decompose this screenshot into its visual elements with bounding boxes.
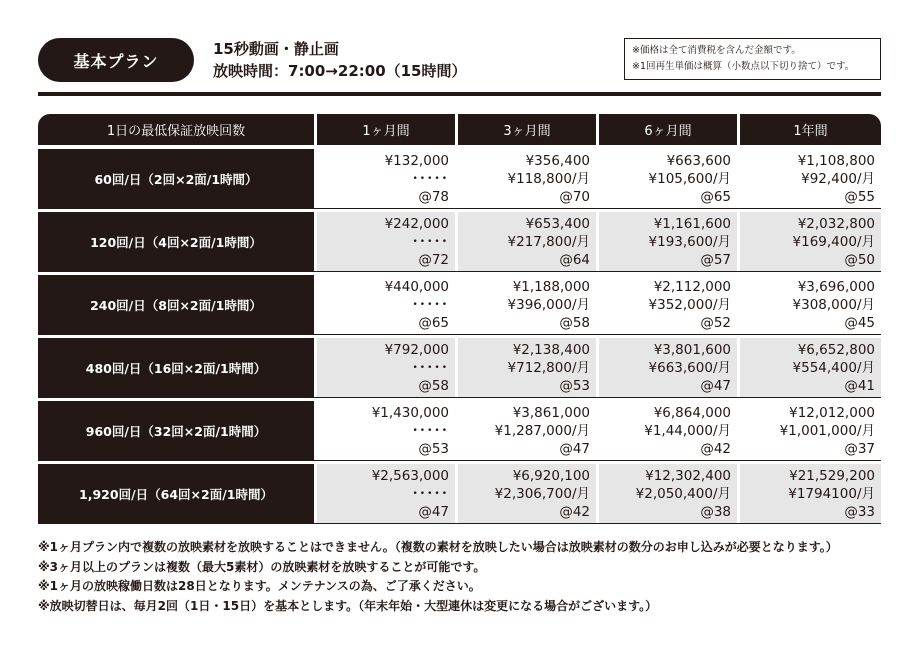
monthly-price: ¥396,000/月 bbox=[507, 297, 590, 313]
total-price: ¥132,000 bbox=[384, 153, 449, 169]
unit-price: @47 bbox=[700, 378, 731, 394]
monthly-price: ••••• bbox=[412, 363, 449, 373]
monthly-price: ¥1794100/月 bbox=[788, 486, 875, 502]
unit-price: @64 bbox=[559, 252, 590, 268]
total-price: ¥2,112,000 bbox=[653, 279, 731, 295]
monthly-price: ¥554,400/月 bbox=[792, 360, 875, 376]
total-price: ¥3,861,000 bbox=[512, 405, 590, 421]
price-cell-1-year bbox=[740, 212, 881, 271]
monthly-price: ¥1,287,000/月 bbox=[494, 423, 590, 439]
price-cell-1-year bbox=[740, 464, 881, 523]
plan-summary bbox=[213, 38, 467, 82]
header-divider bbox=[38, 92, 881, 96]
monthly-price: ¥105,600/月 bbox=[648, 171, 731, 187]
unit-price: @53 bbox=[559, 378, 590, 394]
total-price: ¥21,529,200 bbox=[789, 468, 875, 484]
total-price: ¥3,696,000 bbox=[797, 279, 875, 295]
total-price: ¥2,563,000 bbox=[371, 468, 449, 484]
header-daily-count: 1日の最低保証放映回数 bbox=[38, 114, 314, 145]
unit-price: @38 bbox=[700, 504, 731, 520]
table-row bbox=[38, 212, 881, 272]
footnote-switch-dates: ※放映切替日は、毎月2回（1日・15日）を基本とします。（年末年始・大型連休は変更になる場合がございます。） bbox=[38, 598, 658, 613]
price-cell-3-months bbox=[458, 212, 596, 271]
unit-price: @33 bbox=[844, 504, 875, 520]
total-price: ¥356,400 bbox=[525, 153, 590, 169]
price-cell-6-months bbox=[599, 338, 737, 397]
footnote-single-material: ※1ヶ月プラン内で複数の放映素材を放映することはできません。（複数の素材を放映したい場合は放映素材の数分のお申し込みが必要となります。） bbox=[38, 540, 838, 554]
unit-price: @47 bbox=[418, 504, 449, 520]
total-price: ¥1,430,000 bbox=[371, 405, 449, 421]
row-label-daily-count: 960回/日（32回×2面/1時間） bbox=[38, 401, 314, 460]
unit-price: @57 bbox=[700, 252, 731, 268]
unit-price: @72 bbox=[418, 252, 449, 268]
footnotes bbox=[38, 538, 838, 616]
note-unit-price: ※1回再生単価は概算（小数点以下切り捨て）です。 bbox=[632, 61, 855, 72]
monthly-price: ¥118,800/月 bbox=[507, 171, 590, 187]
price-cell-1-month bbox=[317, 275, 455, 334]
total-price: ¥2,032,800 bbox=[797, 216, 875, 232]
price-cell-6-months bbox=[599, 275, 737, 334]
price-cell-1-month bbox=[317, 401, 455, 460]
header-6-months: 6ヶ月間 bbox=[599, 114, 737, 145]
table-row bbox=[38, 149, 881, 209]
price-cell-6-months bbox=[599, 401, 737, 460]
row-label-daily-count: 1,920回/日（64回×2面/1時間） bbox=[38, 464, 314, 523]
price-cell-1-year bbox=[740, 275, 881, 334]
table-header-row bbox=[38, 114, 881, 145]
unit-price: @50 bbox=[844, 252, 875, 268]
monthly-price: ¥663,600/月 bbox=[648, 360, 731, 376]
unit-price: @65 bbox=[418, 315, 449, 331]
unit-price: @52 bbox=[700, 315, 731, 331]
table-body bbox=[38, 149, 881, 524]
monthly-price: ¥308,000/月 bbox=[792, 297, 875, 313]
total-price: ¥6,920,100 bbox=[512, 468, 590, 484]
broadcast-hours: 放映時間：7:00→22:00（15時間） bbox=[213, 62, 467, 80]
monthly-price: ¥1,001,000/月 bbox=[779, 423, 875, 439]
price-cell-3-months bbox=[458, 401, 596, 460]
total-price: ¥6,652,800 bbox=[797, 342, 875, 358]
total-price: ¥1,108,800 bbox=[797, 153, 875, 169]
unit-price: @45 bbox=[844, 315, 875, 331]
plan-title-badge: 基本プラン bbox=[38, 38, 194, 82]
unit-price: @53 bbox=[418, 441, 449, 457]
monthly-price: ••••• bbox=[412, 300, 449, 310]
monthly-price: ••••• bbox=[412, 174, 449, 184]
monthly-price: ••••• bbox=[412, 489, 449, 499]
price-cell-6-months bbox=[599, 464, 737, 523]
total-price: ¥12,302,400 bbox=[645, 468, 731, 484]
monthly-price: ••••• bbox=[412, 237, 449, 247]
monthly-price: ••••• bbox=[412, 426, 449, 436]
footnote-operating-days: ※1ヶ月の放映稼働日数は28日となります。メンテナンスの為、ご了承ください。 bbox=[38, 579, 481, 593]
unit-price: @55 bbox=[844, 189, 875, 205]
pricing-table bbox=[38, 114, 881, 524]
table-row bbox=[38, 401, 881, 461]
total-price: ¥1,161,600 bbox=[653, 216, 731, 232]
row-label-daily-count: 240回/日（8回×2面/1時間） bbox=[38, 275, 314, 334]
unit-price: @65 bbox=[700, 189, 731, 205]
monthly-price: ¥169,400/月 bbox=[792, 234, 875, 250]
price-cell-3-months bbox=[458, 464, 596, 523]
price-cell-3-months bbox=[458, 275, 596, 334]
price-cell-1-month bbox=[317, 464, 455, 523]
monthly-price: ¥2,306,700/月 bbox=[494, 486, 590, 502]
monthly-price: ¥1,44,000/月 bbox=[644, 423, 731, 439]
monthly-price: ¥712,800/月 bbox=[507, 360, 590, 376]
monthly-price: ¥352,000/月 bbox=[648, 297, 731, 313]
total-price: ¥440,000 bbox=[384, 279, 449, 295]
header-3-months: 3ヶ月間 bbox=[458, 114, 596, 145]
unit-price: @78 bbox=[418, 189, 449, 205]
row-label-daily-count: 60回/日（2回×2面/1時間） bbox=[38, 149, 314, 208]
unit-price: @42 bbox=[559, 504, 590, 520]
row-label-daily-count: 120回/日（4回×2面/1時間） bbox=[38, 212, 314, 271]
price-cell-1-month bbox=[317, 338, 455, 397]
note-tax-included: ※価格は全て消費税を含んだ金額です。 bbox=[632, 45, 801, 56]
total-price: ¥3,801,600 bbox=[653, 342, 731, 358]
unit-price: @70 bbox=[559, 189, 590, 205]
total-price: ¥12,012,000 bbox=[789, 405, 875, 421]
total-price: ¥2,138,400 bbox=[512, 342, 590, 358]
monthly-price: ¥193,600/月 bbox=[648, 234, 731, 250]
price-notes-box bbox=[624, 38, 881, 80]
unit-price: @41 bbox=[844, 378, 875, 394]
unit-price: @37 bbox=[844, 441, 875, 457]
monthly-price: ¥92,400/月 bbox=[801, 171, 875, 187]
price-cell-3-months bbox=[458, 149, 596, 208]
total-price: ¥653,400 bbox=[525, 216, 590, 232]
table-row bbox=[38, 464, 881, 524]
header-1-year: 1年間 bbox=[740, 114, 881, 145]
unit-price: @58 bbox=[559, 315, 590, 331]
monthly-price: ¥217,800/月 bbox=[507, 234, 590, 250]
price-cell-1-year bbox=[740, 338, 881, 397]
price-cell-6-months bbox=[599, 212, 737, 271]
unit-price: @47 bbox=[559, 441, 590, 457]
price-cell-1-month bbox=[317, 149, 455, 208]
total-price: ¥6,864,000 bbox=[653, 405, 731, 421]
monthly-price: ¥2,050,400/月 bbox=[635, 486, 731, 502]
price-cell-1-month bbox=[317, 212, 455, 271]
price-cell-1-year bbox=[740, 149, 881, 208]
total-price: ¥792,000 bbox=[384, 342, 449, 358]
unit-price: @58 bbox=[418, 378, 449, 394]
media-type: 15秒動画・静止画 bbox=[213, 40, 339, 58]
row-label-daily-count: 480回/日（16回×2面/1時間） bbox=[38, 338, 314, 397]
unit-price: @42 bbox=[700, 441, 731, 457]
footnote-multi-material: ※3ヶ月以上のプランは複数（最大5素材）の放映素材を放映することが可能です。 bbox=[38, 559, 486, 574]
price-cell-1-year bbox=[740, 401, 881, 460]
table-row bbox=[38, 338, 881, 398]
total-price: ¥242,000 bbox=[384, 216, 449, 232]
header-1-month: 1ヶ月間 bbox=[317, 114, 455, 145]
price-cell-3-months bbox=[458, 338, 596, 397]
table-row bbox=[38, 275, 881, 335]
total-price: ¥1,188,000 bbox=[512, 279, 590, 295]
total-price: ¥663,600 bbox=[666, 153, 731, 169]
price-cell-6-months bbox=[599, 149, 737, 208]
